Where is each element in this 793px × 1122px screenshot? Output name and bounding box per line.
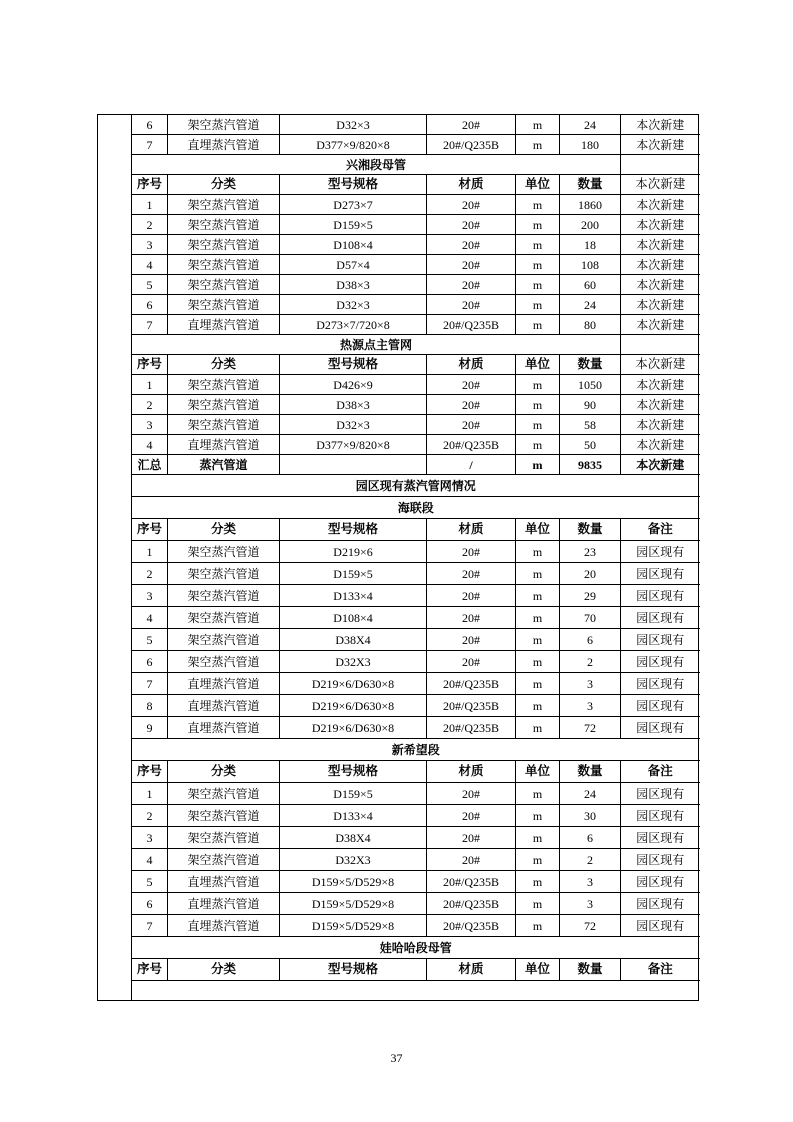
cell-note: 园区现有 xyxy=(621,673,700,695)
cell-quantity: 72 xyxy=(560,915,621,937)
cell-quantity: 1860 xyxy=(560,195,621,215)
cell-spec: D32X3 xyxy=(280,849,427,871)
cell-note: 园区现有 xyxy=(621,827,700,849)
cell-material: 20# xyxy=(427,115,516,135)
cell-quantity: 24 xyxy=(560,783,621,805)
cell-spec: D377×9/820×8 xyxy=(280,435,427,455)
cell-note: 本次新建 xyxy=(621,195,700,215)
cell-quantity: 数量 xyxy=(560,355,621,375)
cell-unit: 单位 xyxy=(516,761,560,783)
cell-serial: 3 xyxy=(132,415,168,435)
cell-serial: 6 xyxy=(132,115,168,135)
table-row xyxy=(132,315,700,335)
cell-note: 园区现有 xyxy=(621,849,700,871)
section-xinxiwang-title xyxy=(132,739,700,761)
cell-unit: m xyxy=(516,541,560,563)
cell-spec: D38×3 xyxy=(280,275,427,295)
table-row xyxy=(132,871,700,893)
cell-category: 架空蒸汽管道 xyxy=(168,651,280,673)
cell-material: 材质 xyxy=(427,761,516,783)
cell-unit: m xyxy=(516,585,560,607)
cell-serial: 6 xyxy=(132,295,168,315)
table-row xyxy=(132,915,700,937)
cell-unit: m xyxy=(516,651,560,673)
cell-serial: 7 xyxy=(132,915,168,937)
cell-unit: m xyxy=(516,315,560,335)
table-row xyxy=(132,195,700,215)
cell-category: 架空蒸汽管道 xyxy=(168,375,280,395)
cell-spec xyxy=(280,455,427,475)
cell-category: 直埋蒸汽管道 xyxy=(168,893,280,915)
pipe-network-table xyxy=(131,115,700,981)
table-header-row xyxy=(132,519,700,541)
cell-quantity: 2 xyxy=(560,651,621,673)
cell-material: 材质 xyxy=(427,175,516,195)
cell-category: 架空蒸汽管道 xyxy=(168,607,280,629)
cell-material: 20# xyxy=(427,541,516,563)
cell-serial: 汇总 xyxy=(132,455,168,475)
cell-category: 直埋蒸汽管道 xyxy=(168,315,280,335)
section-title: 新希望段 xyxy=(132,739,700,761)
cell-quantity: 数量 xyxy=(560,519,621,541)
cell-spec: 型号规格 xyxy=(280,761,427,783)
cell-material: 20#/Q235B xyxy=(427,673,516,695)
section-title: 热源点主管网 xyxy=(132,335,621,355)
cell-serial: 6 xyxy=(132,651,168,673)
cell-quantity: 1050 xyxy=(560,375,621,395)
table-row xyxy=(132,607,700,629)
cell-spec: D159×5/D529×8 xyxy=(280,893,427,915)
cell-note: 园区现有 xyxy=(621,651,700,673)
section-hailian-title xyxy=(132,497,700,519)
cell-spec: D377×9/820×8 xyxy=(280,135,427,155)
cell-note: 本次新建 xyxy=(621,295,700,315)
table-row xyxy=(132,541,700,563)
cell-material: 20#/Q235B xyxy=(427,915,516,937)
cell-material: 20# xyxy=(427,651,516,673)
cell-serial: 3 xyxy=(132,585,168,607)
cell-category: 架空蒸汽管道 xyxy=(168,585,280,607)
cell-material: 材质 xyxy=(427,355,516,375)
cell-note: 本次新建 xyxy=(621,435,700,455)
cell-spec: D219×6/D630×8 xyxy=(280,695,427,717)
cell-unit: m xyxy=(516,805,560,827)
cell-note: 园区现有 xyxy=(621,783,700,805)
cell-quantity: 6 xyxy=(560,827,621,849)
cell-spec: D219×6/D630×8 xyxy=(280,673,427,695)
cell-unit: m xyxy=(516,717,560,739)
cell-quantity: 58 xyxy=(560,415,621,435)
cell-unit: m xyxy=(516,235,560,255)
cell-category: 架空蒸汽管道 xyxy=(168,827,280,849)
cell-category: 架空蒸汽管道 xyxy=(168,235,280,255)
cell-note: 园区现有 xyxy=(621,871,700,893)
cell-quantity: 180 xyxy=(560,135,621,155)
cell-serial: 1 xyxy=(132,783,168,805)
cell-material: / xyxy=(427,455,516,475)
cell-quantity: 数量 xyxy=(560,761,621,783)
cell-serial: 序号 xyxy=(132,959,168,981)
cell-unit: m xyxy=(516,915,560,937)
cell-note: 本次新建 xyxy=(621,275,700,295)
summary-row xyxy=(132,455,700,475)
cell-quantity: 24 xyxy=(560,295,621,315)
cell-note: 本次新建 xyxy=(621,315,700,335)
cell-note: 园区现有 xyxy=(621,563,700,585)
cell-material: 20# xyxy=(427,563,516,585)
cell-material: 20# xyxy=(427,629,516,651)
cell-note: 本次新建 xyxy=(621,255,700,275)
cell-note: 本次新建 xyxy=(621,375,700,395)
existing-network-title xyxy=(132,475,700,497)
cell-material: 20# xyxy=(427,395,516,415)
cell-category: 架空蒸汽管道 xyxy=(168,295,280,315)
cell-serial: 6 xyxy=(132,893,168,915)
cell-unit: m xyxy=(516,455,560,475)
table-row xyxy=(132,415,700,435)
cell-spec: D426×9 xyxy=(280,375,427,395)
cell-spec: 型号规格 xyxy=(280,355,427,375)
table-row xyxy=(132,717,700,739)
table-row xyxy=(132,435,700,455)
cell-serial: 4 xyxy=(132,255,168,275)
cell-category: 架空蒸汽管道 xyxy=(168,195,280,215)
table-header-row xyxy=(132,761,700,783)
cell-serial: 4 xyxy=(132,607,168,629)
cell-note: 园区现有 xyxy=(621,585,700,607)
cell-category: 直埋蒸汽管道 xyxy=(168,135,280,155)
cell-spec: D108×4 xyxy=(280,235,427,255)
cell-spec: D133×4 xyxy=(280,805,427,827)
table-row xyxy=(132,215,700,235)
cell-serial: 2 xyxy=(132,563,168,585)
cell-note: 本次新建 xyxy=(621,115,700,135)
cell-serial: 7 xyxy=(132,673,168,695)
cell-material: 20#/Q235B xyxy=(427,695,516,717)
cell-spec: 型号规格 xyxy=(280,959,427,981)
cell-quantity: 80 xyxy=(560,315,621,335)
cell-serial: 序号 xyxy=(132,761,168,783)
cell-note: 园区现有 xyxy=(621,717,700,739)
cell-note: 园区现有 xyxy=(621,915,700,937)
cell-serial: 2 xyxy=(132,215,168,235)
section-title: 娃哈哈段母管 xyxy=(132,937,700,959)
cell-material: 20#/Q235B xyxy=(427,435,516,455)
table-row xyxy=(132,563,700,585)
cell-material: 20# xyxy=(427,195,516,215)
cell-spec: D108×4 xyxy=(280,607,427,629)
table-row xyxy=(132,629,700,651)
cell-unit: m xyxy=(516,375,560,395)
cell-note: 本次新建 xyxy=(621,235,700,255)
cell-spec: D273×7/720×8 xyxy=(280,315,427,335)
cell-category: 直埋蒸汽管道 xyxy=(168,871,280,893)
cell-material: 20# xyxy=(427,783,516,805)
cell-category: 架空蒸汽管道 xyxy=(168,849,280,871)
cell-spec: 型号规格 xyxy=(280,175,427,195)
cell-quantity: 2 xyxy=(560,849,621,871)
cell-unit: m xyxy=(516,827,560,849)
cell-material: 20# xyxy=(427,255,516,275)
cell-unit: 单位 xyxy=(516,175,560,195)
table-header-row xyxy=(132,959,700,981)
table-row xyxy=(132,255,700,275)
cell-note: 备注 xyxy=(621,519,700,541)
table-row xyxy=(132,275,700,295)
cell-unit: m xyxy=(516,195,560,215)
cell-spec: D219×6/D630×8 xyxy=(280,717,427,739)
table-row xyxy=(132,235,700,255)
cell-material: 20# xyxy=(427,375,516,395)
cell-spec: D159×5 xyxy=(280,783,427,805)
section-xingxiang-title xyxy=(132,155,700,175)
table-row xyxy=(132,115,700,135)
empty-note-cell xyxy=(621,335,700,355)
table-row xyxy=(132,673,700,695)
cell-note: 园区现有 xyxy=(621,695,700,717)
cell-serial: 9 xyxy=(132,717,168,739)
table-row xyxy=(132,827,700,849)
table-row xyxy=(132,395,700,415)
cell-serial: 2 xyxy=(132,395,168,415)
section-title: 兴湘段母管 xyxy=(132,155,621,175)
table-row xyxy=(132,805,700,827)
cell-quantity: 30 xyxy=(560,805,621,827)
cell-quantity: 6 xyxy=(560,629,621,651)
cell-serial: 5 xyxy=(132,629,168,651)
cell-material: 材质 xyxy=(427,519,516,541)
cell-quantity: 29 xyxy=(560,585,621,607)
cell-material: 20# xyxy=(427,295,516,315)
cell-note: 备注 xyxy=(621,959,700,981)
cell-serial: 1 xyxy=(132,375,168,395)
cell-category: 架空蒸汽管道 xyxy=(168,541,280,563)
cell-quantity: 50 xyxy=(560,435,621,455)
cell-spec: D38X4 xyxy=(280,827,427,849)
cell-serial: 序号 xyxy=(132,519,168,541)
cell-serial: 序号 xyxy=(132,355,168,375)
cell-serial: 5 xyxy=(132,871,168,893)
empty-note-cell xyxy=(621,155,700,175)
left-margin-column xyxy=(98,115,132,1000)
cell-serial: 3 xyxy=(132,235,168,255)
cell-serial: 序号 xyxy=(132,175,168,195)
cell-serial: 7 xyxy=(132,135,168,155)
cell-note: 本次新建 xyxy=(621,215,700,235)
cell-unit: m xyxy=(516,255,560,275)
cell-quantity: 200 xyxy=(560,215,621,235)
cell-unit: m xyxy=(516,629,560,651)
cell-unit: m xyxy=(516,695,560,717)
cell-category: 架空蒸汽管道 xyxy=(168,783,280,805)
cell-category: 蒸汽管道 xyxy=(168,455,280,475)
cell-note: 备注 xyxy=(621,761,700,783)
cell-quantity: 108 xyxy=(560,255,621,275)
cell-unit: m xyxy=(516,783,560,805)
cell-serial: 8 xyxy=(132,695,168,717)
cell-unit: m xyxy=(516,849,560,871)
cell-spec: D219×6 xyxy=(280,541,427,563)
cell-category: 分类 xyxy=(168,355,280,375)
cell-quantity: 24 xyxy=(560,115,621,135)
cell-category: 架空蒸汽管道 xyxy=(168,115,280,135)
cell-unit: 单位 xyxy=(516,959,560,981)
cell-category: 架空蒸汽管道 xyxy=(168,215,280,235)
cell-category: 架空蒸汽管道 xyxy=(168,415,280,435)
cell-note: 本次新建 xyxy=(621,415,700,435)
cell-category: 架空蒸汽管道 xyxy=(168,255,280,275)
cell-material: 20#/Q235B xyxy=(427,893,516,915)
cell-note: 本次新建 xyxy=(621,455,700,475)
cell-quantity: 3 xyxy=(560,893,621,915)
cell-category: 分类 xyxy=(168,175,280,195)
cell-material: 20# xyxy=(427,215,516,235)
table-row xyxy=(132,295,700,315)
table-row xyxy=(132,375,700,395)
cell-material: 20# xyxy=(427,415,516,435)
cell-category: 架空蒸汽管道 xyxy=(168,395,280,415)
cell-quantity: 3 xyxy=(560,695,621,717)
section-title: 园区现有蒸汽管网情况 xyxy=(132,475,700,497)
cell-quantity: 60 xyxy=(560,275,621,295)
cell-material: 20#/Q235B xyxy=(427,717,516,739)
cell-spec: D38×3 xyxy=(280,395,427,415)
cell-quantity: 18 xyxy=(560,235,621,255)
cell-category: 分类 xyxy=(168,959,280,981)
cell-quantity: 3 xyxy=(560,871,621,893)
cell-serial: 5 xyxy=(132,275,168,295)
section-wahaha-title xyxy=(132,937,700,959)
cell-category: 架空蒸汽管道 xyxy=(168,805,280,827)
cell-note: 园区现有 xyxy=(621,893,700,915)
cell-note: 园区现有 xyxy=(621,629,700,651)
cell-unit: m xyxy=(516,295,560,315)
cell-note: 本次新建 xyxy=(621,175,700,195)
cell-category: 直埋蒸汽管道 xyxy=(168,695,280,717)
cell-unit: m xyxy=(516,115,560,135)
table-row xyxy=(132,849,700,871)
cell-spec: D32×3 xyxy=(280,295,427,315)
cell-material: 20#/Q235B xyxy=(427,315,516,335)
cell-category: 架空蒸汽管道 xyxy=(168,563,280,585)
cell-serial: 2 xyxy=(132,805,168,827)
cell-unit: m xyxy=(516,415,560,435)
page-number: 37 xyxy=(390,1051,403,1065)
cell-note: 本次新建 xyxy=(621,395,700,415)
cell-quantity: 70 xyxy=(560,607,621,629)
cell-material: 20# xyxy=(427,849,516,871)
table-row xyxy=(132,695,700,717)
cell-note: 园区现有 xyxy=(621,607,700,629)
cell-spec: D159×5/D529×8 xyxy=(280,871,427,893)
cell-serial: 4 xyxy=(132,849,168,871)
table-header-row xyxy=(132,175,700,195)
section-reyuan-title xyxy=(132,335,700,355)
cell-quantity: 9835 xyxy=(560,455,621,475)
cell-quantity: 数量 xyxy=(560,959,621,981)
cell-spec: D57×4 xyxy=(280,255,427,275)
cell-quantity: 3 xyxy=(560,673,621,695)
cell-spec: D159×5/D529×8 xyxy=(280,915,427,937)
cell-material: 材质 xyxy=(427,959,516,981)
cell-serial: 1 xyxy=(132,195,168,215)
table-row xyxy=(132,585,700,607)
cell-category: 架空蒸汽管道 xyxy=(168,629,280,651)
cell-category: 直埋蒸汽管道 xyxy=(168,435,280,455)
cell-spec: D32X3 xyxy=(280,651,427,673)
cell-spec: D38X4 xyxy=(280,629,427,651)
cell-quantity: 72 xyxy=(560,717,621,739)
cell-material: 20# xyxy=(427,607,516,629)
cell-spec: D32×3 xyxy=(280,415,427,435)
cell-quantity: 23 xyxy=(560,541,621,563)
cell-spec: D133×4 xyxy=(280,585,427,607)
cell-unit: m xyxy=(516,871,560,893)
cell-quantity: 90 xyxy=(560,395,621,415)
cell-unit: m xyxy=(516,395,560,415)
table-row xyxy=(132,651,700,673)
document-frame xyxy=(97,114,699,1001)
cell-note: 本次新建 xyxy=(621,135,700,155)
cell-note: 园区现有 xyxy=(621,805,700,827)
cell-unit: m xyxy=(516,563,560,585)
cell-spec: D159×5 xyxy=(280,563,427,585)
cell-material: 20# xyxy=(427,827,516,849)
cell-material: 20#/Q235B xyxy=(427,135,516,155)
cell-spec: D32×3 xyxy=(280,115,427,135)
table-row xyxy=(132,893,700,915)
table-header-row xyxy=(132,355,700,375)
cell-serial: 7 xyxy=(132,315,168,335)
cell-unit: m xyxy=(516,893,560,915)
cell-category: 直埋蒸汽管道 xyxy=(168,717,280,739)
cell-spec: D159×5 xyxy=(280,215,427,235)
cell-unit: m xyxy=(516,275,560,295)
cell-serial: 4 xyxy=(132,435,168,455)
cell-quantity: 数量 xyxy=(560,175,621,195)
table-row xyxy=(132,135,700,155)
section-title: 海联段 xyxy=(132,497,700,519)
cell-category: 分类 xyxy=(168,761,280,783)
cell-unit: 单位 xyxy=(516,355,560,375)
cell-category: 直埋蒸汽管道 xyxy=(168,673,280,695)
cell-material: 20# xyxy=(427,585,516,607)
cell-unit: m xyxy=(516,135,560,155)
cell-material: 20# xyxy=(427,275,516,295)
cell-unit: m xyxy=(516,673,560,695)
cell-material: 20# xyxy=(427,235,516,255)
cell-unit: m xyxy=(516,215,560,235)
cell-note: 园区现有 xyxy=(621,541,700,563)
cell-serial: 1 xyxy=(132,541,168,563)
cell-unit: m xyxy=(516,607,560,629)
cell-spec: 型号规格 xyxy=(280,519,427,541)
cell-material: 20# xyxy=(427,805,516,827)
cell-quantity: 20 xyxy=(560,563,621,585)
cell-spec: D273×7 xyxy=(280,195,427,215)
cell-category: 架空蒸汽管道 xyxy=(168,275,280,295)
cell-material: 20#/Q235B xyxy=(427,871,516,893)
cell-category: 分类 xyxy=(168,519,280,541)
table-row xyxy=(132,783,700,805)
cell-serial: 3 xyxy=(132,827,168,849)
cell-unit: m xyxy=(516,435,560,455)
cell-note: 本次新建 xyxy=(621,355,700,375)
cell-category: 直埋蒸汽管道 xyxy=(168,915,280,937)
cell-unit: 单位 xyxy=(516,519,560,541)
